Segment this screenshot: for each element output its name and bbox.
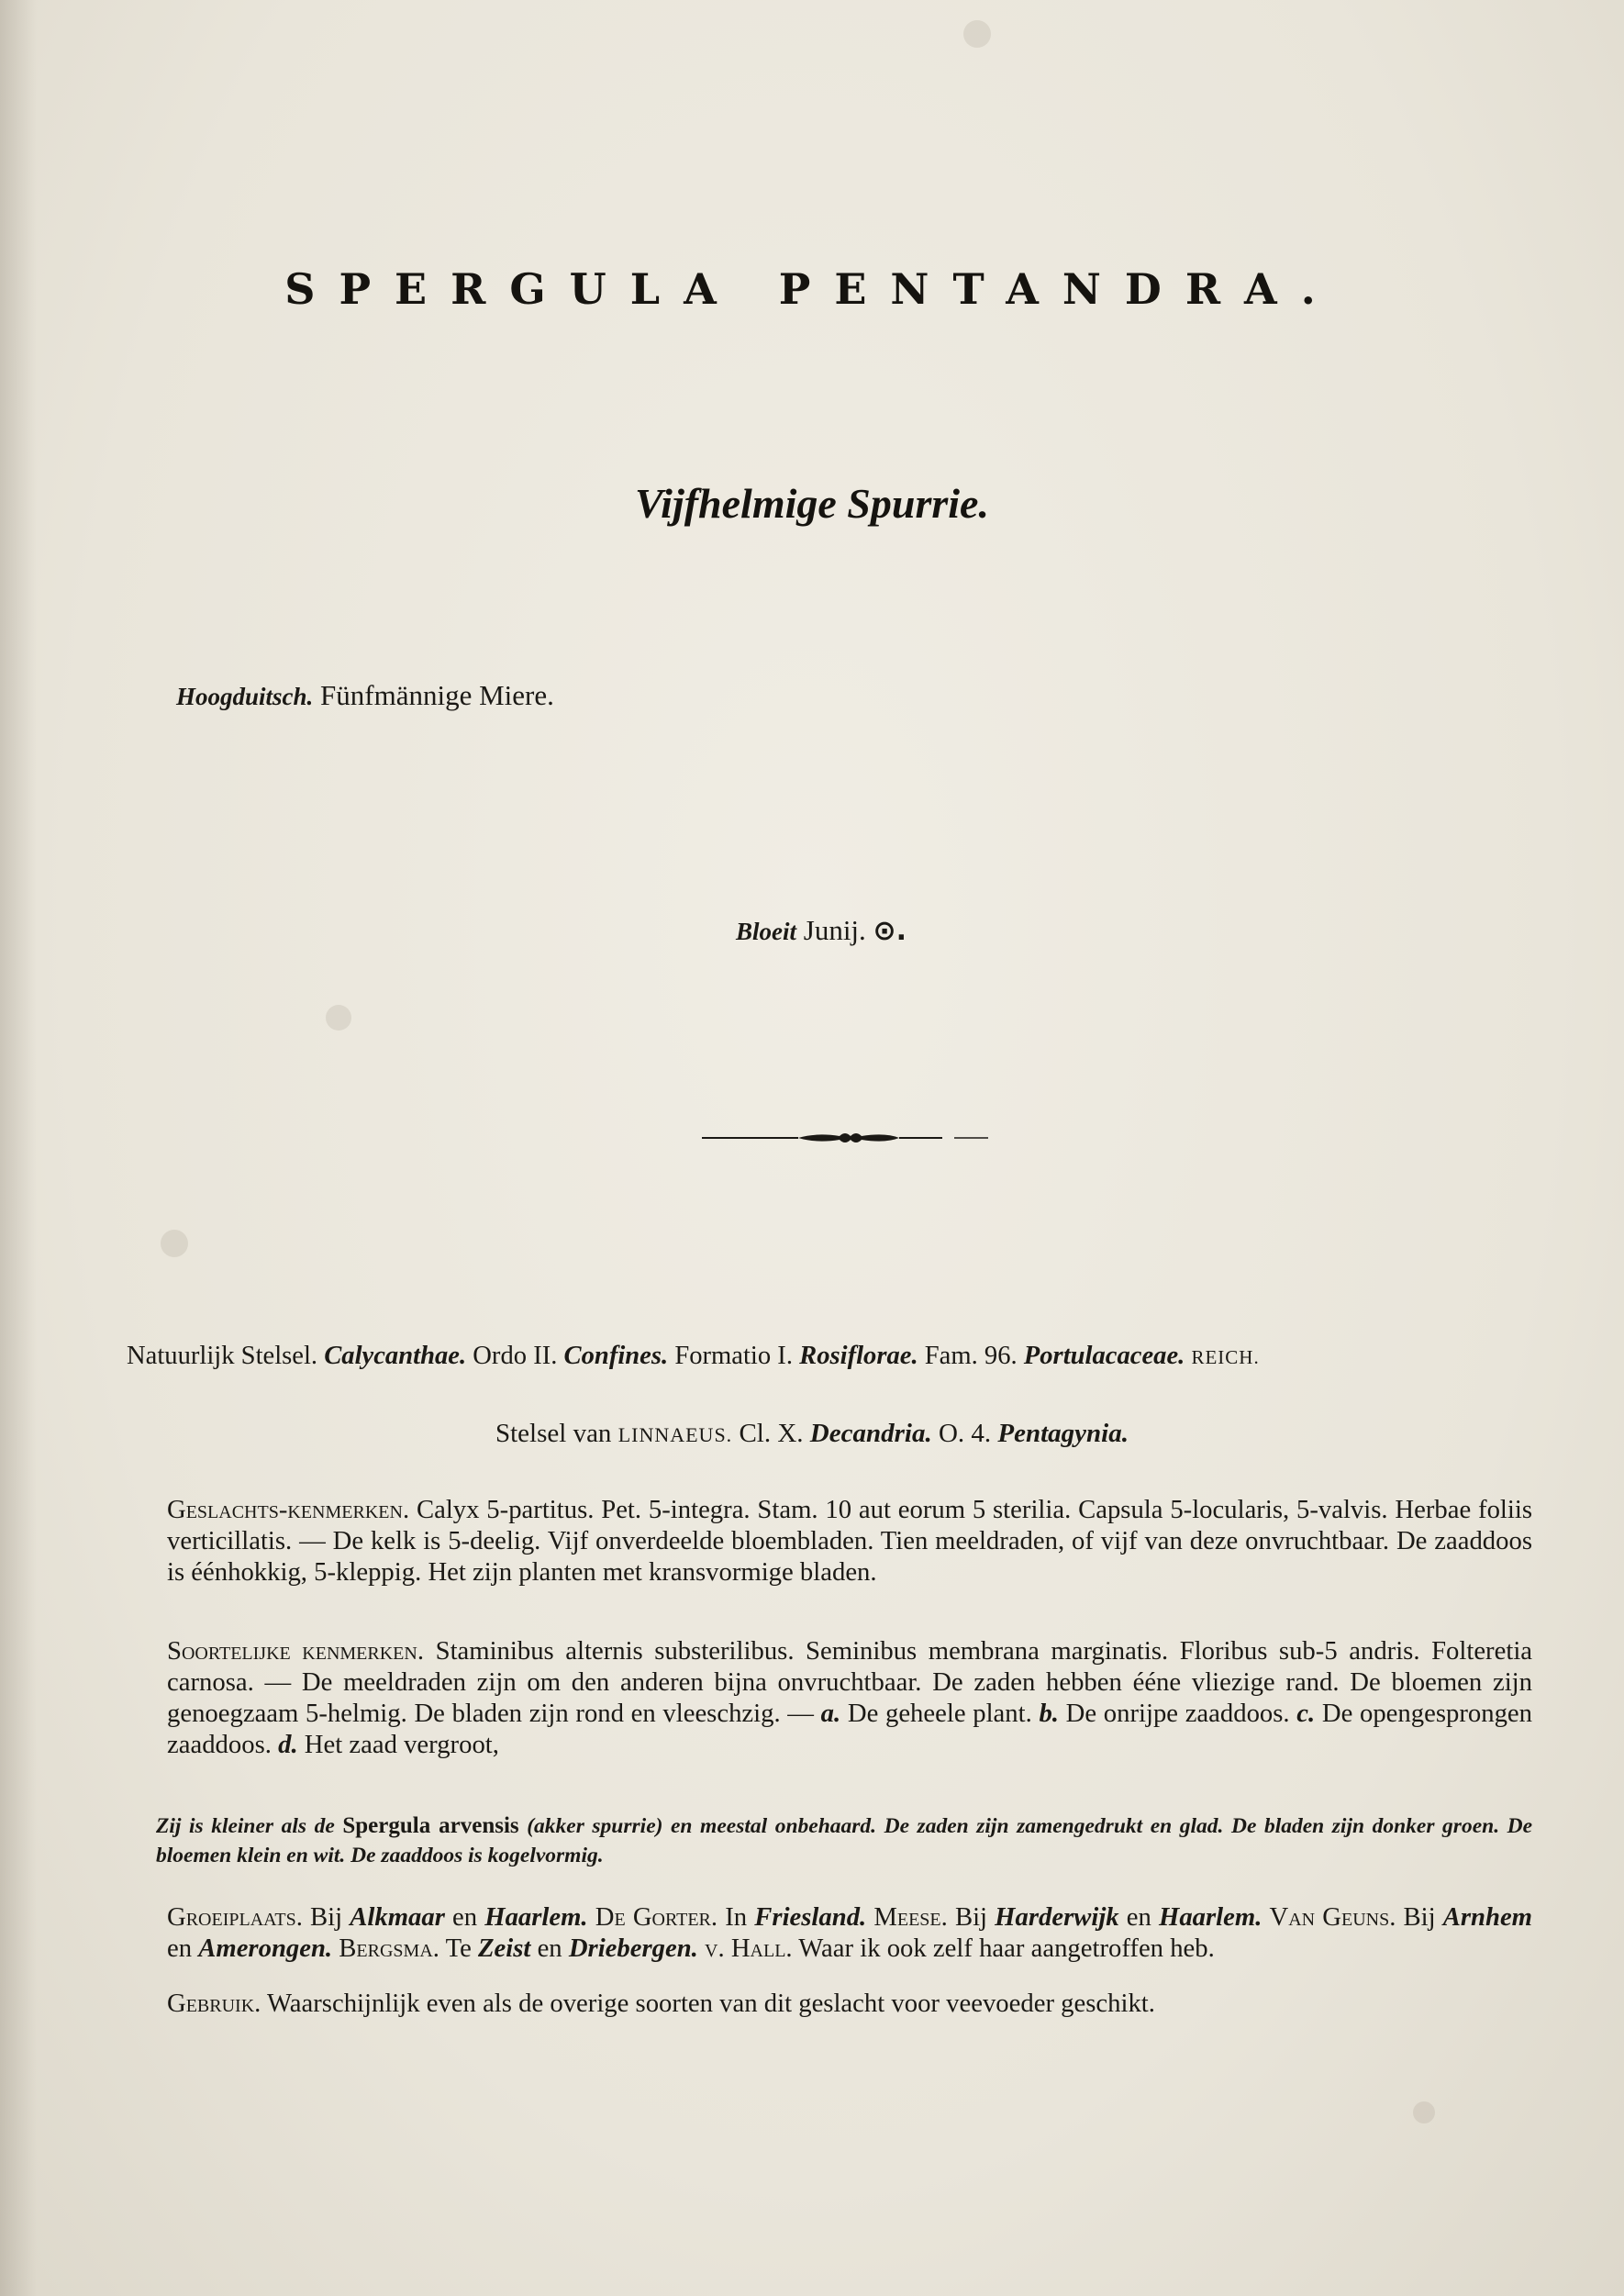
figure-d-text: Het zaad vergroot, [304, 1730, 499, 1759]
linnaeus-pentagynia: Pentagynia. [997, 1419, 1129, 1448]
paper-spot [1413, 2101, 1435, 2123]
habitat-author: Meese. [873, 1902, 948, 1932]
annual-symbol: ⊙. [873, 915, 907, 947]
habitat-place: Driebergen. [568, 1934, 698, 1963]
german-name-value: Fünfmännige Miere. [320, 679, 554, 711]
figure-b-label: b. [1039, 1699, 1059, 1728]
natural-system-line [127, 1342, 1260, 1371]
habitat-text: Bij [954, 1902, 988, 1932]
linnaeus-system-line [0, 1419, 1624, 1449]
habitat-place: Arnhem [1442, 1902, 1532, 1932]
figure-d-label: d. [278, 1730, 298, 1759]
habitat-text: Bij [310, 1902, 343, 1932]
natural-system-rosiflorae: Rosiflorae. [799, 1342, 918, 1370]
note-text-1: Zij is kleiner als de [156, 1814, 335, 1838]
habitat-place: Haarlem. [484, 1902, 588, 1932]
german-name-label: Hoogduitsch. [176, 683, 314, 710]
habitat-text: en [167, 1934, 193, 1963]
figure-b-text: De onrijpe zaaddoos. [1065, 1699, 1290, 1728]
natural-system-class: Calycanthae. [324, 1342, 467, 1370]
habitat-text: en [452, 1902, 478, 1932]
species-characters-text: Staminibus alternis substerilibus. Seminibus membrana marginatis. Floribus sub-5 andris. Folteretia carnosa. — De meeldraden zijn om den anderen bijna onvruchtbaar. De zaden hebben ééne vliezige rand. De bloemen zijn genoegzaam 5-helmig. De bladen zijn rond en vleeschzig. — [167, 1636, 1533, 1728]
habitat-text: en [1126, 1902, 1151, 1932]
species-characters-paragraph [167, 1635, 1532, 1760]
comparison-note [156, 1811, 1532, 1870]
habitat-paragraph [167, 1901, 1532, 1964]
habitat-place: Amerongen. [198, 1934, 333, 1963]
habitat-text: Te [445, 1934, 472, 1963]
genus-characters-paragraph [167, 1494, 1532, 1588]
genus-characters-text: Calyx 5-partitus. Pet. 5-integra. Stam. 10 aut eorum 5 sterilia. Capsula 5-locularis, 5-valvis. Herbae foliis verticillatis. — De kelk is 5-deelig. Vijf onverdeelde bloembladen. Tien meeldraden, of vijf van deze onvruchtbaar. De zaaddoos is éénhokkig, 5-kleppig. Het zijn planten met kransvormige bladen. [167, 1495, 1532, 1587]
habitat-text: Waar ik ook zelf haar aangetroffen heb. [798, 1934, 1215, 1963]
habitat-place: Haarlem. [1159, 1902, 1262, 1932]
page-edge-shadow [0, 0, 37, 2296]
ornament-divider [702, 1125, 988, 1151]
natural-system-label: Natuurlijk Stelsel. [127, 1342, 318, 1370]
natural-system-ordo: Ordo II. [473, 1342, 558, 1370]
flowering-label: Bloeit [736, 918, 796, 945]
habitat-place: Harderwijk [995, 1902, 1119, 1932]
natural-system-confines: Confines. [563, 1342, 669, 1370]
habitat-place: Friesland. [754, 1902, 867, 1932]
usage-text: Waarschijnlijk even als de overige soorten van dit geslacht voor veevoeder geschikt. [267, 1989, 1155, 2018]
figure-a-text: De geheele plant. [847, 1699, 1032, 1728]
note-species: Spergula arvensis [342, 1813, 519, 1838]
paper-spot [326, 1005, 351, 1031]
linnaeus-name: LINNAEUS. [617, 1423, 733, 1446]
natural-system-author: REICH. [1191, 1346, 1260, 1368]
genus-characters-label: Geslachts-kenmerken. [167, 1495, 410, 1524]
habitat-place: Alkmaar [350, 1902, 445, 1932]
habitat-place: Zeist [478, 1934, 531, 1963]
flowering-line [736, 914, 907, 947]
linnaeus-order: O. 4. [938, 1419, 992, 1448]
natural-system-family: Portulacaceae. [1023, 1342, 1185, 1370]
linnaeus-class: Cl. X. [739, 1419, 804, 1448]
habitat-text: In [725, 1902, 748, 1932]
habitat-label: Groeiplaats. [167, 1902, 303, 1932]
natural-system-fam: Fam. 96. [924, 1342, 1018, 1370]
linnaeus-decandria: Decandria. [809, 1419, 932, 1448]
species-characters-label: Soortelijke kenmerken. [167, 1636, 425, 1666]
paper-spot [963, 20, 991, 48]
note-text-2: (akker spurrie) en meestal onbehaard. De zaden zijn zamengedrukt en glad. De bladen zijn donker groen. De bloemen klein en wit. De zaaddoos is kogelvormig. [156, 1814, 1533, 1867]
habitat-author: Bergsma. [339, 1934, 439, 1963]
figure-c-text: De opengesprongen zaaddoos. [167, 1699, 1532, 1759]
paper-spot [161, 1230, 188, 1257]
page-title: SPERGULA PENTANDRA. [284, 264, 1340, 314]
usage-label: Gebruik. [167, 1989, 261, 2018]
habitat-text: en [537, 1934, 562, 1963]
usage-paragraph [167, 1988, 1532, 2019]
habitat-author: Van Geuns. [1269, 1902, 1396, 1932]
figure-a-label: a. [820, 1699, 841, 1728]
figure-c-label: c. [1296, 1699, 1316, 1728]
page-subtitle: Vijfhelmige Spurrie. [635, 480, 989, 527]
german-name-line [176, 679, 554, 712]
flowering-month: Junij. [803, 914, 866, 946]
habitat-text: Bij [1403, 1902, 1436, 1932]
natural-system-formatio: Formatio I. [674, 1342, 793, 1370]
habitat-author: v. Hall. [705, 1934, 793, 1963]
linnaeus-prefix: Stelsel van [495, 1419, 612, 1448]
habitat-author: De Gorter. [595, 1902, 718, 1932]
